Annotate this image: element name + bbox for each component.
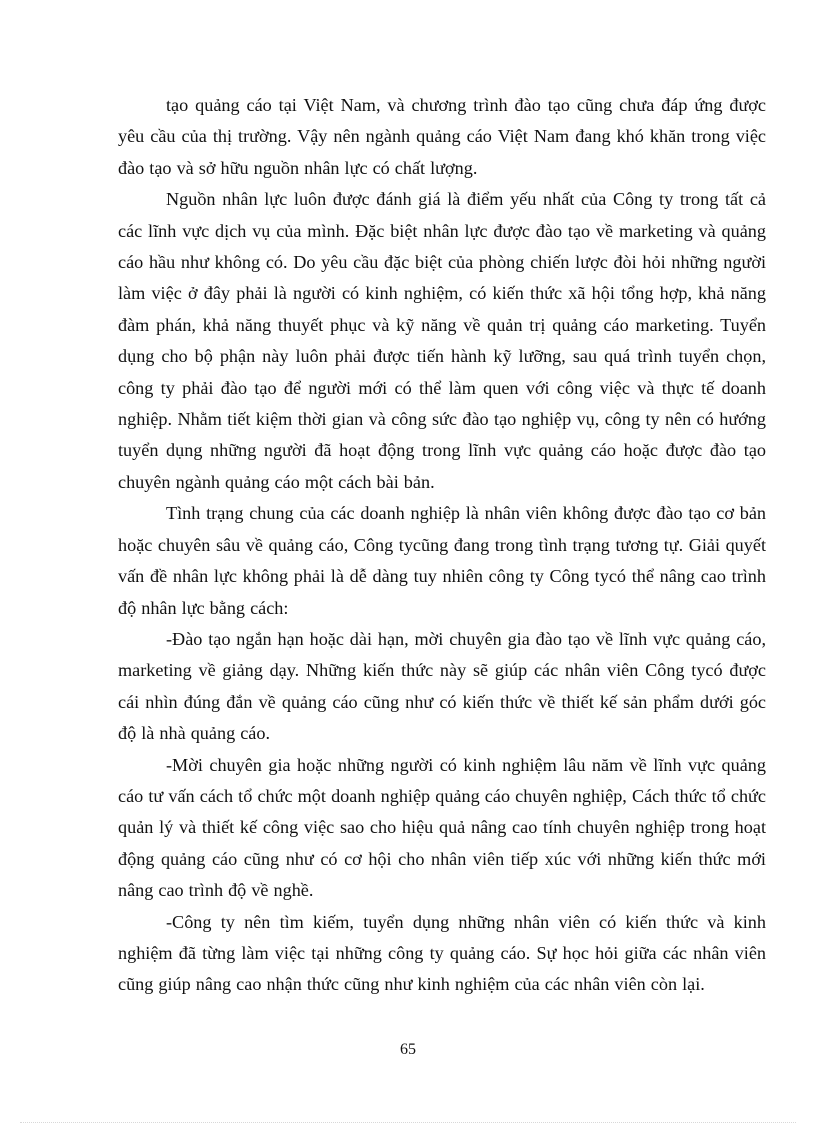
paragraph: Tình trạng chung của các doanh nghiệp là nhân viên không được đào tạo cơ bản hoặc chuyên sâu về quảng cáo, Công tycũng đang trong tình trạng tương tự. Giải quyết vấn đề nhân lực không phải là dễ dàng tuy nhiên công ty Công tycó thể nâng cao trình độ nhân lực bằng cách: [118, 503, 766, 618]
paragraph: -Mời chuyên gia hoặc những người có kinh nghiệm lâu năm về lĩnh vực quảng cáo tư vấn cách tổ chức một doanh nghiệp quảng cáo chuyên nghiệp, Cách thức tổ chức quản lý và thiết kế công việc sao cho hiệu quả nâng cao tính chuyên nghiệp trong hoạt động quảng cáo cũng như có cơ hội cho nhân viên tiếp xúc với những kiến thức mới nâng cao trình độ về nghề. [118, 754, 766, 901]
paragraph: Nguồn nhân lực luôn được đánh giá là điểm yếu nhất của Công ty trong tất cả các lĩnh vực dịch vụ của mình. Đặc biệt nhân lực được đào tạo về marketing và quảng cáo hầu như không có. Do yêu cầu đặc biệt của phòng chiến lược đòi hỏi những người làm việc ở đây phải là người có kinh nghiệm, có kiến thức xã hội tổng hợp, khả năng đàm phán, khả năng thuyết phục và kỹ năng về quản trị quảng cáo marketing. Tuyển dụng cho bộ phận này luôn phải được tiến hành kỹ lưỡng, sau quá trình tuyển chọn, công ty phải đào tạo để người mới có thể làm quen với công việc và thực tế doanh nghiệp. Nhằm tiết kiệm thời gian và công sức đào tạo nghiệp vụ, công ty nên có hướng tuyển dụng những người đã hoạt động trong lĩnh vực quảng cáo hoặc được đào tạo chuyên ngành quảng cáo một cách bài bản. [118, 189, 766, 492]
paragraph: -Công ty nên tìm kiếm, tuyển dụng những nhân viên có kiến thức và kinh nghiệm đã từng làm việc tại những công ty quảng cáo. Sự học hỏi giữa các nhân viên cũng giúp nâng cao nhận thức cũng như kinh nghiệm của các nhân viên còn lại. [118, 911, 766, 995]
page-number: 65 [400, 1041, 416, 1058]
body-text [118, 90, 766, 1001]
paragraph: -Đào tạo ngắn hạn hoặc dài hạn, mời chuyên gia đào tạo về lĩnh vực quảng cáo, marketing về giảng dạy. Những kiến thức này sẽ giúp các nhân viên Công tycó được cái nhìn đúng đắn về quảng cáo cũng như có kiến thức về thiết kế sản phẩm dưới góc độ là nhà quảng cáo. [118, 628, 766, 744]
paragraph: tạo quảng cáo tại Việt Nam, và chương trình đào tạo cũng chưa đáp ứng được yêu cầu của thị trường. Vậy nên ngành quảng cáo Việt Nam đang khó khăn trong việc đào tạo và sở hữu nguồn nhân lực có chất lượng. [118, 95, 766, 178]
